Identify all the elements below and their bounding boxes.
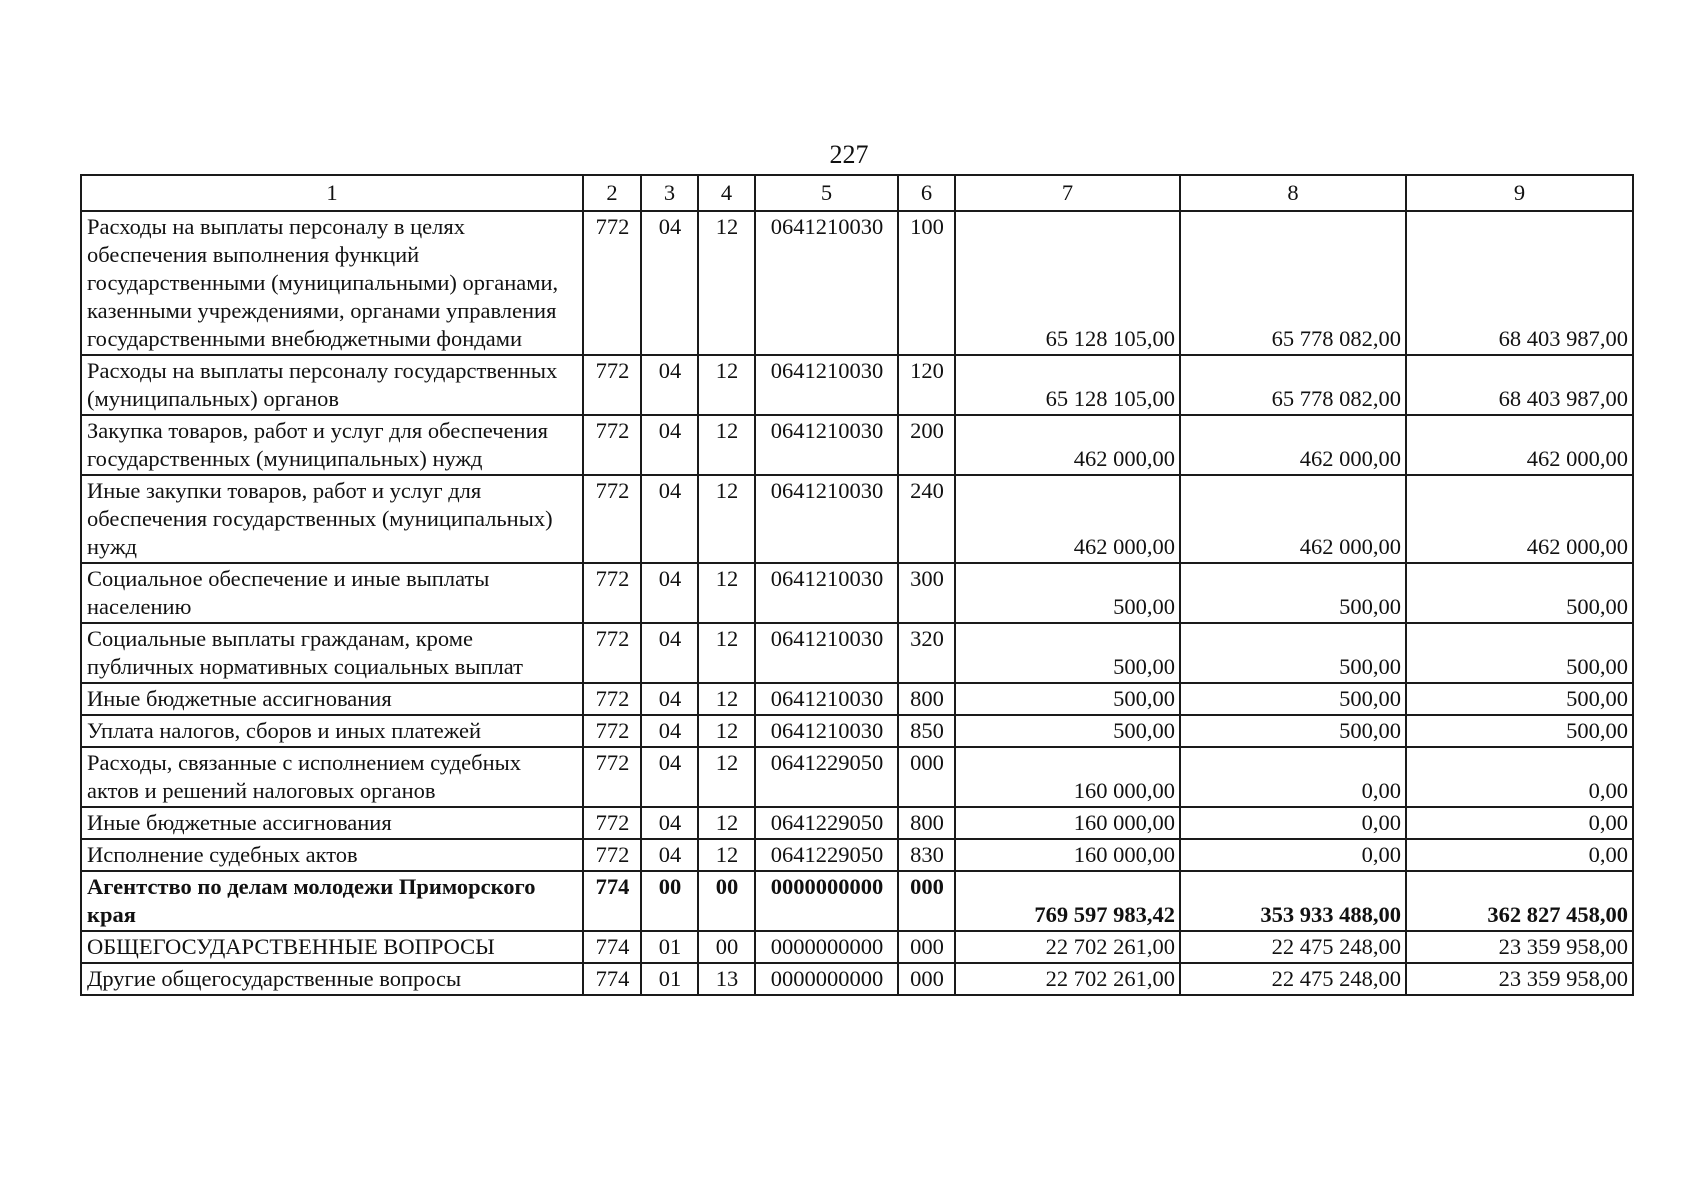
row-code-target: 0641210030: [755, 563, 898, 623]
row-description: Закупка товаров, работ и услуг для обеспечения государственных (муниципальных) нужд: [81, 415, 583, 475]
row-amount-col7: 500,00: [955, 623, 1180, 683]
row-code-subsection: 12: [698, 211, 755, 355]
table-row: [81, 415, 1633, 475]
row-code-ministry: 772: [583, 475, 641, 563]
row-code-target: 0000000000: [755, 963, 898, 995]
row-amount-col8: 500,00: [1180, 683, 1406, 715]
row-code-target: 0641229050: [755, 839, 898, 871]
row-code-section: 04: [641, 683, 698, 715]
row-amount-col7: 160 000,00: [955, 747, 1180, 807]
row-code-subsection: 12: [698, 715, 755, 747]
row-code-subsection: 12: [698, 415, 755, 475]
table-row: [81, 623, 1633, 683]
header-cell: 2: [583, 175, 641, 211]
row-code-ministry: 772: [583, 563, 641, 623]
row-amount-col9: 500,00: [1406, 563, 1633, 623]
row-amount-col7: 500,00: [955, 683, 1180, 715]
row-code-expense-type: 300: [898, 563, 955, 623]
row-code-subsection: 12: [698, 839, 755, 871]
row-code-target: 0641210030: [755, 415, 898, 475]
row-code-target: 0641210030: [755, 211, 898, 355]
row-code-target: 0000000000: [755, 931, 898, 963]
row-code-expense-type: 000: [898, 871, 955, 931]
table-row: [81, 715, 1633, 747]
page-number: 227: [829, 140, 869, 169]
row-amount-col8: 500,00: [1180, 623, 1406, 683]
header-cell: 6: [898, 175, 955, 211]
row-amount-col8: 462 000,00: [1180, 475, 1406, 563]
row-amount-col8: 462 000,00: [1180, 415, 1406, 475]
row-amount-col9: 68 403 987,00: [1406, 211, 1633, 355]
row-code-section: 04: [641, 415, 698, 475]
row-code-section: 04: [641, 839, 698, 871]
table-row: [81, 747, 1633, 807]
row-code-ministry: 772: [583, 623, 641, 683]
table-row: [81, 475, 1633, 563]
table-row: [81, 963, 1633, 995]
table-row: [81, 807, 1633, 839]
row-code-subsection: 12: [698, 807, 755, 839]
row-code-ministry: 772: [583, 415, 641, 475]
table-row: [81, 839, 1633, 871]
row-code-ministry: 772: [583, 683, 641, 715]
row-description: Уплата налогов, сборов и иных платежей: [81, 715, 583, 747]
row-amount-col7: 462 000,00: [955, 415, 1180, 475]
row-amount-col7: 22 702 261,00: [955, 963, 1180, 995]
row-code-target: 0641229050: [755, 807, 898, 839]
row-amount-col8: 65 778 082,00: [1180, 211, 1406, 355]
row-description: Социальное обеспечение и иные выплаты населению: [81, 563, 583, 623]
table-row: [81, 683, 1633, 715]
header-cell: 5: [755, 175, 898, 211]
row-code-target: 0641210030: [755, 715, 898, 747]
table-row: [81, 563, 1633, 623]
row-code-expense-type: 120: [898, 355, 955, 415]
row-code-target: 0000000000: [755, 871, 898, 931]
row-amount-col8: 22 475 248,00: [1180, 963, 1406, 995]
row-code-section: 04: [641, 355, 698, 415]
row-code-ministry: 772: [583, 211, 641, 355]
row-code-section: 01: [641, 931, 698, 963]
row-amount-col8: 0,00: [1180, 747, 1406, 807]
row-code-section: 04: [641, 475, 698, 563]
row-code-ministry: 774: [583, 871, 641, 931]
row-description: Исполнение судебных актов: [81, 839, 583, 871]
row-description: Агентство по делам молодежи Приморского края: [81, 871, 583, 931]
row-amount-col8: 0,00: [1180, 807, 1406, 839]
row-amount-col7: 500,00: [955, 563, 1180, 623]
row-amount-col7: 500,00: [955, 715, 1180, 747]
row-description: Расходы, связанные с исполнением судебных актов и решений налоговых органов: [81, 747, 583, 807]
row-code-subsection: 12: [698, 563, 755, 623]
row-code-ministry: 772: [583, 747, 641, 807]
row-amount-col7: 160 000,00: [955, 807, 1180, 839]
header-row: [81, 175, 1633, 211]
row-amount-col9: 462 000,00: [1406, 415, 1633, 475]
row-amount-col9: 0,00: [1406, 839, 1633, 871]
row-code-target: 0641229050: [755, 747, 898, 807]
row-amount-col9: 0,00: [1406, 807, 1633, 839]
row-code-ministry: 774: [583, 931, 641, 963]
row-code-target: 0641210030: [755, 623, 898, 683]
row-code-expense-type: 320: [898, 623, 955, 683]
row-code-section: 04: [641, 747, 698, 807]
header-cell: 8: [1180, 175, 1406, 211]
row-amount-col7: 160 000,00: [955, 839, 1180, 871]
header-cell: 1: [81, 175, 583, 211]
row-code-ministry: 774: [583, 963, 641, 995]
row-description: Иные бюджетные ассигнования: [81, 807, 583, 839]
row-code-target: 0641210030: [755, 475, 898, 563]
row-amount-col7: 22 702 261,00: [955, 931, 1180, 963]
row-description: Иные закупки товаров, работ и услуг для обеспечения государственных (муниципальных) нужд: [81, 475, 583, 563]
row-code-subsection: 12: [698, 475, 755, 563]
row-code-subsection: 00: [698, 871, 755, 931]
row-amount-col8: 0,00: [1180, 839, 1406, 871]
row-code-subsection: 12: [698, 747, 755, 807]
table-row-agency-total: [81, 871, 1633, 931]
row-code-section: 04: [641, 807, 698, 839]
row-description: Иные бюджетные ассигнования: [81, 683, 583, 715]
header-cell: 4: [698, 175, 755, 211]
row-code-ministry: 772: [583, 839, 641, 871]
table-row: [81, 355, 1633, 415]
row-amount-col9: 23 359 958,00: [1406, 963, 1633, 995]
row-code-expense-type: 000: [898, 931, 955, 963]
row-amount-col9: 23 359 958,00: [1406, 931, 1633, 963]
row-code-expense-type: 200: [898, 415, 955, 475]
row-code-subsection: 12: [698, 683, 755, 715]
row-code-section: 04: [641, 715, 698, 747]
row-description: Расходы на выплаты персоналу в целях обеспечения выполнения функций государственными (муниципальными) органами, казенными учреждениями, органами управления государственными внебюджетными фондами: [81, 211, 583, 355]
row-amount-col9: 462 000,00: [1406, 475, 1633, 563]
row-code-expense-type: 830: [898, 839, 955, 871]
row-amount-col8: 500,00: [1180, 563, 1406, 623]
row-code-expense-type: 240: [898, 475, 955, 563]
row-description: Социальные выплаты гражданам, кроме публичных нормативных социальных выплат: [81, 623, 583, 683]
row-amount-col8: 500,00: [1180, 715, 1406, 747]
row-amount-col8: 353 933 488,00: [1180, 871, 1406, 931]
row-code-expense-type: 800: [898, 807, 955, 839]
row-code-expense-type: 000: [898, 747, 955, 807]
table-row: [81, 211, 1633, 355]
row-amount-col7: 65 128 105,00: [955, 211, 1180, 355]
row-description: Расходы на выплаты персоналу государственных (муниципальных) органов: [81, 355, 583, 415]
row-amount-col8: 65 778 082,00: [1180, 355, 1406, 415]
row-code-subsection: 12: [698, 355, 755, 415]
row-code-expense-type: 000: [898, 963, 955, 995]
row-amount-col9: 0,00: [1406, 747, 1633, 807]
row-code-section: 01: [641, 963, 698, 995]
row-code-ministry: 772: [583, 355, 641, 415]
table-row: [81, 931, 1633, 963]
row-amount-col9: 500,00: [1406, 715, 1633, 747]
row-code-subsection: 00: [698, 931, 755, 963]
row-amount-col9: 68 403 987,00: [1406, 355, 1633, 415]
row-code-section: 04: [641, 211, 698, 355]
row-amount-col7: 462 000,00: [955, 475, 1180, 563]
row-code-expense-type: 850: [898, 715, 955, 747]
row-amount-col9: 500,00: [1406, 623, 1633, 683]
header-cell: 7: [955, 175, 1180, 211]
row-code-ministry: 772: [583, 715, 641, 747]
row-code-ministry: 772: [583, 807, 641, 839]
row-code-expense-type: 100: [898, 211, 955, 355]
row-amount-col7: 65 128 105,00: [955, 355, 1180, 415]
row-amount-col9: 362 827 458,00: [1406, 871, 1633, 931]
row-amount-col7: 769 597 983,42: [955, 871, 1180, 931]
row-code-target: 0641210030: [755, 355, 898, 415]
row-amount-col8: 22 475 248,00: [1180, 931, 1406, 963]
row-code-target: 0641210030: [755, 683, 898, 715]
row-description: Другие общегосударственные вопросы: [81, 963, 583, 995]
row-description: ОБЩЕГОСУДАРСТВЕННЫЕ ВОПРОСЫ: [81, 931, 583, 963]
budget-table: [80, 174, 1634, 996]
row-code-section: 00: [641, 871, 698, 931]
row-code-section: 04: [641, 623, 698, 683]
row-code-section: 04: [641, 563, 698, 623]
header-cell: 9: [1406, 175, 1633, 211]
row-code-subsection: 12: [698, 623, 755, 683]
row-amount-col9: 500,00: [1406, 683, 1633, 715]
row-code-expense-type: 800: [898, 683, 955, 715]
row-code-subsection: 13: [698, 963, 755, 995]
header-cell: 3: [641, 175, 698, 211]
